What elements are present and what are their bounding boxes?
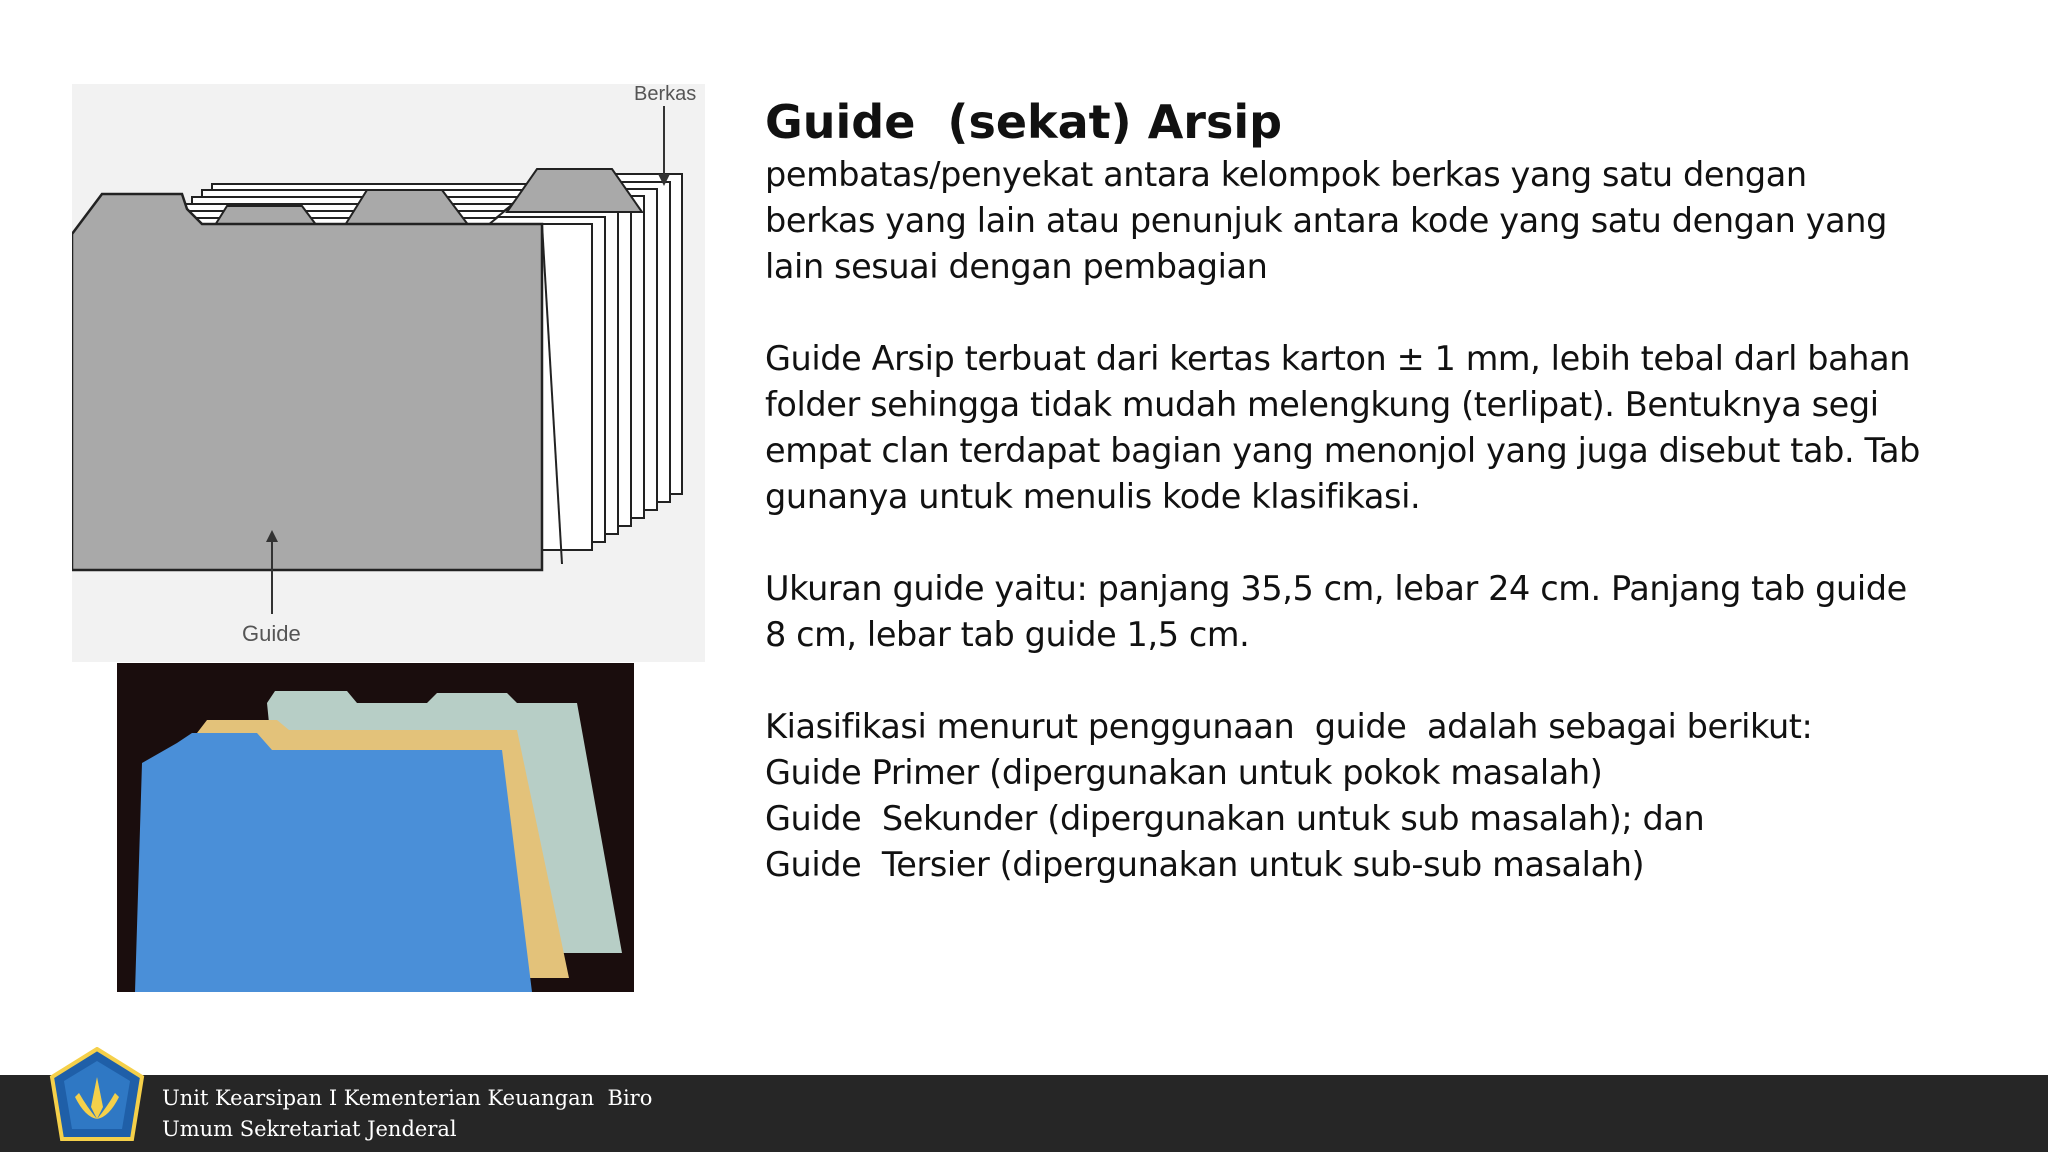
classification-item: Guide Primer (dipergunakan untuk pokok masalah)	[765, 753, 1603, 792]
size-paragraph: Ukuran guide yaitu: panjang 35,5 cm, lebar 24 cm. Panjang tab guide 8 cm, lebar tab guide 1,5 cm.	[765, 569, 1907, 654]
definition-paragraph: pembatas/penyekat antara kelompok berkas yang satu dengan berkas yang lain atau penunjuk antara kode yang satu dengan yang lain sesuai dengan pembagian	[765, 155, 1887, 286]
footer-bar	[0, 1075, 2048, 1152]
berkas-label: Berkas	[634, 84, 697, 105]
footer-line-1: Unit Kearsipan I Kementerian Keuangan Biro	[162, 1086, 653, 1110]
blue-folder-shape	[135, 733, 532, 992]
classification-item: Guide Sekunder (dipergunakan untuk sub masalah); dan	[765, 799, 1705, 838]
folders-photo	[117, 663, 634, 992]
kemenkeu-logo-icon	[47, 1047, 147, 1147]
guide-diagram-image	[72, 84, 705, 662]
classification-intro: Kiasifikasi menurut penggunaan guide adalah sebagai berikut:	[765, 707, 1813, 746]
classification-item: Guide Tersier (dipergunakan untuk sub-sub masalah)	[765, 845, 1645, 884]
guide-label: Guide	[242, 621, 301, 646]
footer-text	[162, 1075, 652, 1145]
footer-line-2: Umum Sekretariat Jenderal	[162, 1117, 457, 1141]
slide-title: Guide (sekat) Arsip	[765, 95, 1283, 149]
material-paragraph: Guide Arsip terbuat dari kertas karton ± 1 mm, lebih tebal darl bahan folder sehingga tidak mudah melengkung (terlipat). Bentuknya segi empat clan terdapat bagian yang menonjol yang juga disebut tab. Tab gunanya untuk menulis kode klasifikasi.	[765, 339, 1921, 516]
slide-content	[765, 92, 2015, 888]
